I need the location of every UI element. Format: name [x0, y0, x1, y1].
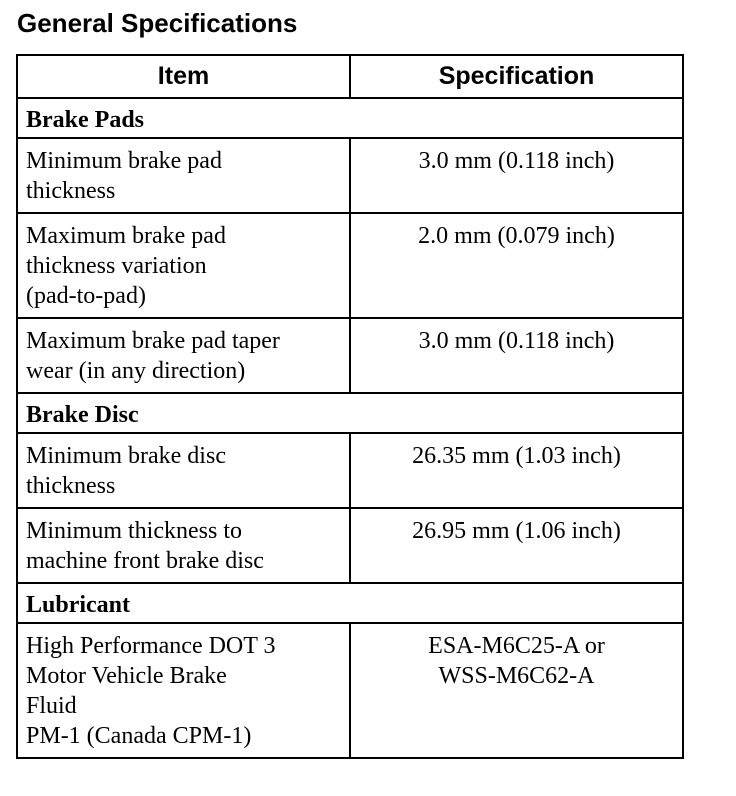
- item-text-line: thickness variation: [26, 253, 207, 279]
- specification-text-line: 3.0 mm (0.118 inch): [418, 328, 615, 354]
- item-cell: [17, 623, 350, 758]
- specification-text-line: 26.35 mm (1.03 inch): [412, 443, 621, 469]
- item-text-line: Minimum thickness to: [26, 518, 242, 544]
- item-cell: [17, 433, 350, 508]
- item-text-line: Maximum brake pad taper: [26, 328, 280, 354]
- specification-text-line: ESA-M6C25-A or: [428, 633, 605, 659]
- item-cell: [17, 318, 350, 393]
- item-cell: [17, 508, 350, 583]
- item-text-line: Minimum brake pad: [26, 148, 222, 174]
- column-header-item: Item: [17, 55, 350, 98]
- item-text-line: thickness: [26, 473, 116, 499]
- specification-text-line: 26.95 mm (1.06 inch): [412, 518, 621, 544]
- item-text-line: thickness: [26, 178, 116, 204]
- specification-cell: [350, 623, 683, 758]
- item-text-line: PM-1 (Canada CPM-1): [26, 723, 252, 749]
- item-text-line: (pad-to-pad): [26, 283, 146, 309]
- item-text-line: Minimum brake disc: [26, 443, 226, 469]
- item-text-line: Fluid: [26, 693, 77, 719]
- page-title: General Specifications: [17, 8, 298, 38]
- specification-text-line: 3.0 mm (0.118 inch): [418, 148, 615, 174]
- section-row: [17, 98, 683, 138]
- item-text-line: High Performance DOT 3: [26, 633, 276, 659]
- table-row: [17, 623, 683, 758]
- table-body: [17, 98, 683, 758]
- specification-text-line: 2.0 mm (0.079 inch): [418, 223, 615, 249]
- column-header-specification: Specification: [350, 55, 683, 98]
- specification-cell: [350, 213, 683, 318]
- specification-text-line: WSS-M6C62-A: [438, 663, 595, 689]
- table-row: [17, 508, 683, 583]
- specification-cell: [350, 318, 683, 393]
- item-text-line: machine front brake disc: [26, 548, 264, 574]
- header-row: [17, 55, 683, 98]
- item-text-line: Motor Vehicle Brake: [26, 663, 227, 689]
- table-row: [17, 213, 683, 318]
- specification-cell: [350, 433, 683, 508]
- item-cell: [17, 213, 350, 318]
- specifications-table: [16, 54, 684, 759]
- specification-cell: [350, 138, 683, 213]
- table-row: [17, 318, 683, 393]
- table-row: [17, 433, 683, 508]
- section-heading: Lubricant: [17, 583, 683, 623]
- specification-cell: [350, 508, 683, 583]
- item-text-line: Maximum brake pad: [26, 223, 226, 249]
- section-heading: Brake Pads: [17, 98, 683, 138]
- section-row: [17, 583, 683, 623]
- section-heading: Brake Disc: [17, 393, 683, 433]
- item-cell: [17, 138, 350, 213]
- table-row: [17, 138, 683, 213]
- item-text-line: wear (in any direction): [26, 358, 246, 384]
- section-row: [17, 393, 683, 433]
